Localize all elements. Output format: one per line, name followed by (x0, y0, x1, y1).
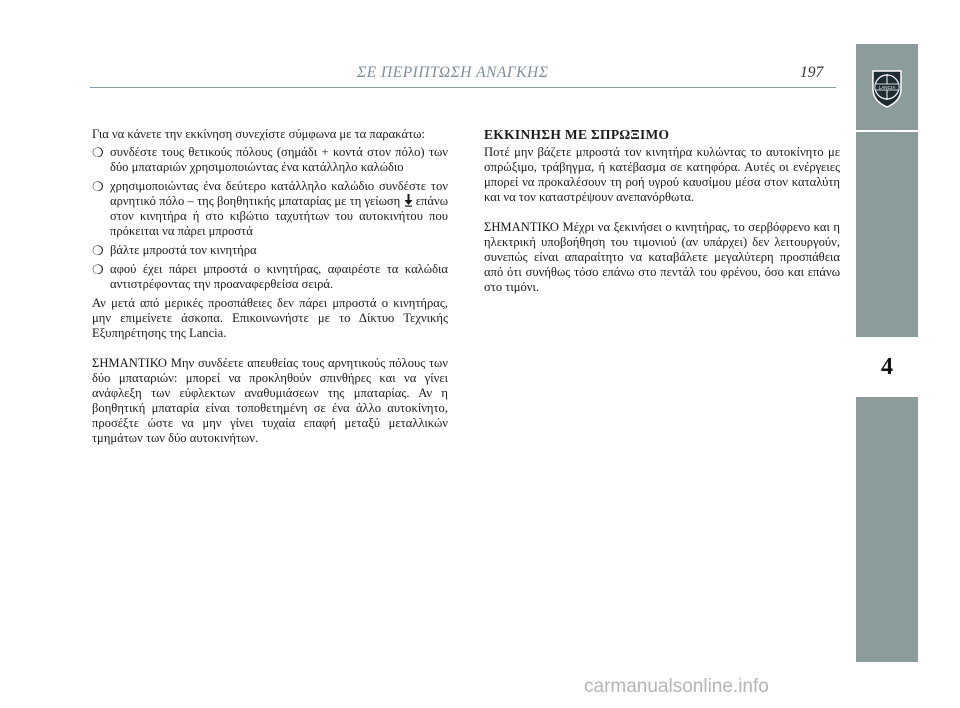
important-note: ΣΗΜΑΝΤΙΚΟ Μέχρι να ξεκινήσει ο κινητήρας, το σερβόφρενο και η ηλεκτρική υποβοήθηση του τιμονιού (αν υπάρχει) δεν λειτουργούν, συνεπώς είναι απαραίτητο να καταβάλετε μεγαλύτερη προσπάθεια από ότι συνήθως τόσο επάνω στο πεντάλ του φρένου, όσο και επάνω στο τιμόνι. (484, 220, 840, 294)
header-rule (90, 87, 836, 88)
bullet-text-start: χρησιμοποιώντας ένα δεύτερο κατάλληλο καλώδιο συνδέστε τον αρνητικό πόλο – της βοηθητικής μπαταρίας με τη γείωση (110, 179, 448, 208)
spacer (484, 208, 840, 220)
list-item (92, 262, 448, 292)
section-heading: ΕΚΚΙΝΗΣΗ ΜΕ ΣΠΡΩΞΙΜΟ (484, 127, 670, 142)
right-column (484, 127, 840, 298)
bullet-icon: ❍ (92, 262, 104, 277)
watermark: carmanualsonline.info (584, 676, 769, 697)
list-item (92, 179, 448, 239)
logo-text: LANCIA (878, 85, 896, 90)
ground-icon (404, 194, 413, 207)
spacer (92, 344, 448, 356)
bullet-icon: ❍ (92, 243, 104, 258)
page-header-title: ΣΕ ΠΕΡΙΠΤΩΣΗ ΑΝΑΓΚΗΣ (357, 64, 549, 81)
bullet-text-end: επάνω στον κινητήρα ή στο κιβώτιο ταχυτήτων του αυτοκινήτου που πρόκειται να πάρει μπροστά (110, 194, 448, 238)
bullet-text: συνδέστε τους θετικούς πόλους (σημάδι + κοντά στον πόλο) των δύο μπαταριών χρησιμοποιώντας ένα κατάλληλο καλώδιο (110, 145, 448, 174)
bullet-icon: ❍ (92, 179, 104, 194)
retry-paragraph: Αν μετά από μερικές προσπάθειες δεν πάρει μπροστά ο κινητήρας, μην επιμείνετε άσκοπα. Επικοινωνήστε με το Δίκτυο Τεχνικής Εξυπηρέτησης της Lancia. (92, 296, 448, 340)
list-item (92, 145, 448, 175)
chapter-tab-logo (856, 44, 918, 130)
chapter-tab-active[interactable]: 4 (856, 337, 918, 397)
lancia-logo-icon (867, 65, 907, 109)
list-item (92, 243, 448, 258)
bullet-icon: ❍ (92, 145, 104, 160)
bullet-text: βάλτε μπροστά τον κινητήρα (110, 243, 257, 257)
bullet-text (110, 179, 448, 239)
tab-separator (856, 130, 918, 132)
intro-paragraph: Για να κάνετε την εκκίνηση συνεχίστε σύμφωνα με τα παρακάτω: (92, 127, 425, 141)
push-start-paragraph: Ποτέ μην βάζετε μπροστά τον κινητήρα κυλώντας το αυτοκίνητο με σπρώξιμο, τράβηγμα, ή κατέβασμα σε κατηφόρα. Αυτές οι ενέργειες μπορεί να προκαλέσουν τη ροή υγρού καυσίμου μέσα στον καταλύτη και να τον καταστρέψουν ανεπανόρθωτα. (484, 145, 840, 204)
important-note: ΣΗΜΑΝΤΙΚΟ Μην συνδέετε απευθείας τους αρνητικούς πόλους των δύο μπαταριών: μπορεί να προκληθούν σπινθήρες και να γίνει ανάφλεξη των εύφλεκτων αναθυμιάσεων της μπαταρίας. Αν η βοηθητική μπαταρία είναι τοποθετημένη σε ένα άλλο αυτοκίνητο, προσέξτε ώστε να μην γίνει τυχαία επαφή μεταξύ μεταλλικών τμημάτων των δύο αυτοκινήτων. (92, 356, 448, 445)
left-column (92, 127, 448, 449)
bullet-text: αφού έχει πάρει μπροστά ο κινητήρας, αφαιρέστε τα καλώδια αντιστρέφοντας την προαναφερθείσα σειρά. (110, 262, 448, 291)
page-number: 197 (800, 64, 824, 81)
